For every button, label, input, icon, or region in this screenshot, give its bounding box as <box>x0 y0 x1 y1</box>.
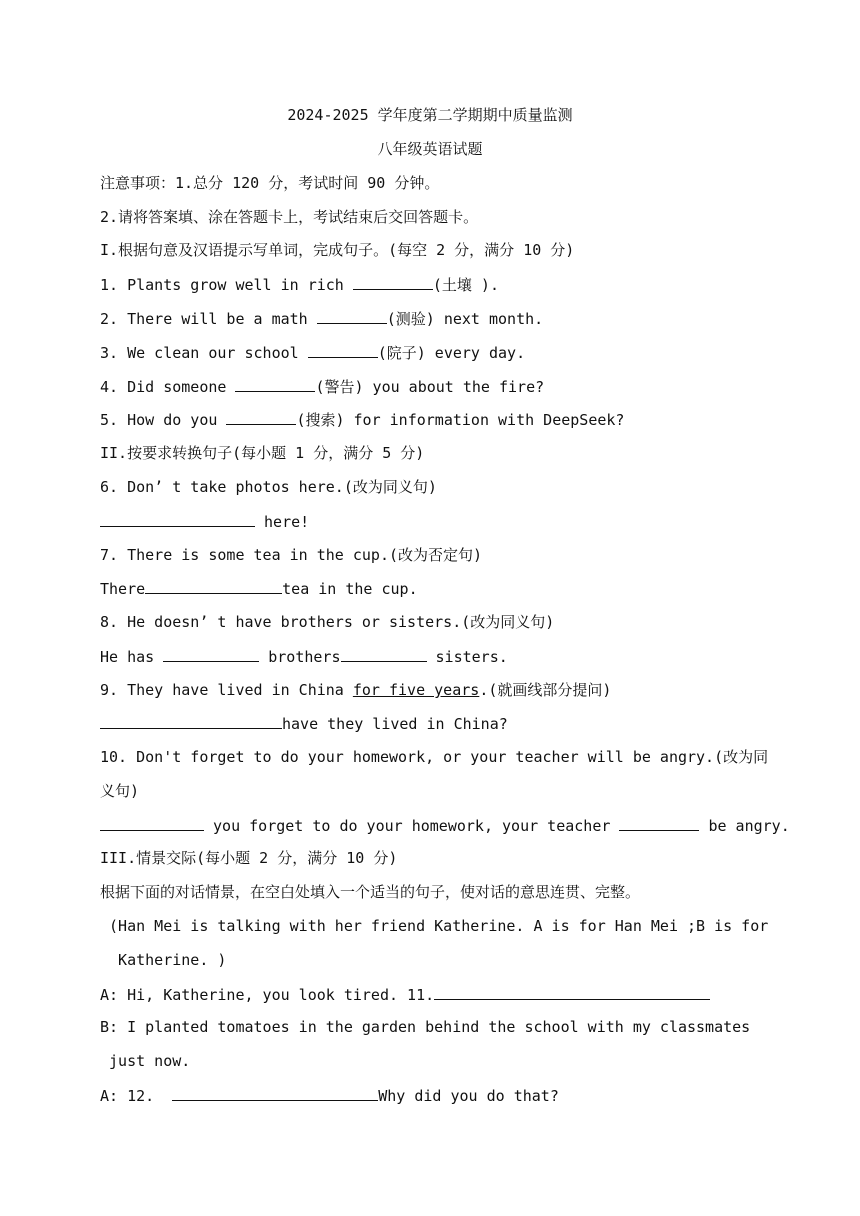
question-text: (搜索) for information with DeepSeek? <box>296 411 625 429</box>
answer-text: tea in the cup. <box>282 580 418 598</box>
answer-blank[interactable] <box>100 815 204 831</box>
dialogue-b-1: B: I planted tomatoes in the garden behind the school with my classmates <box>100 1018 751 1036</box>
question-text: 1. Plants grow well in rich <box>100 276 353 294</box>
question-6: 6. Don’ t take photos here.(改为同义句) <box>100 478 437 496</box>
dialogue-a-2 <box>100 1085 559 1107</box>
question-text: 4. Did someone <box>100 378 236 396</box>
question-text: 2. There will be a math <box>100 310 317 328</box>
dialogue-a-1 <box>100 984 710 1006</box>
dialogue-text: A: Hi, Katherine, you look tired. 11. <box>100 986 435 1004</box>
answer-line-6 <box>100 511 309 533</box>
answer-text: have they lived in China? <box>282 715 508 733</box>
question-4 <box>100 376 544 398</box>
dialogue-b-1-cont: just now. <box>100 1052 191 1070</box>
question-3 <box>100 342 525 364</box>
answer-text: here! <box>255 513 310 531</box>
answer-line-8 <box>100 646 508 668</box>
answer-blank[interactable] <box>235 376 315 392</box>
answer-blank[interactable] <box>353 274 433 290</box>
answer-text: you forget to do your homework, your teacher <box>204 817 620 835</box>
question-text: 5. How do you <box>100 411 227 429</box>
answer-blank[interactable] <box>100 511 255 527</box>
question-text: (土壤 ). <box>432 276 499 294</box>
answer-blank[interactable] <box>145 578 282 594</box>
question-text: (测验) next month. <box>386 310 544 328</box>
answer-text: brothers <box>259 648 341 666</box>
section-1-heading: I.根据句意及汉语提示写单词，完成句子。(每空 2 分，满分 10 分) <box>100 241 575 259</box>
answer-blank[interactable] <box>163 646 259 662</box>
note-1: 注意事项：1.总分 120 分，考试时间 90 分钟。 <box>100 174 440 192</box>
answer-blank[interactable] <box>619 815 699 831</box>
answer-blank[interactable] <box>434 984 710 1000</box>
answer-text: be angry. <box>699 817 790 835</box>
question-text: (警告) you about the fire? <box>315 378 545 396</box>
exam-subtitle: 八年级英语试题 <box>377 140 483 158</box>
question-10: 10. Don't forget to do your homework, or your teacher will be angry.(改为同 <box>100 748 769 766</box>
section-3-instruction: 根据下面的对话情景，在空白处填入一个适当的句子，使对话的意思连贯、完整。 <box>100 883 641 901</box>
question-text: 9. They have lived in China <box>100 681 353 699</box>
section-2-heading: II.按要求转换句子(每小题 1 分，满分 5 分) <box>100 444 425 462</box>
answer-text: sisters. <box>426 648 508 666</box>
question-text: 3. We clean our school <box>100 344 308 362</box>
exam-title: 2024-2025 学年度第二学期期中质量监测 <box>287 106 573 124</box>
answer-line-7 <box>100 578 418 600</box>
answer-blank[interactable] <box>100 713 282 729</box>
section-3-heading: III.情景交际(每小题 2 分，满分 10 分) <box>100 849 398 867</box>
dialogue-text: A: 12. <box>100 1087 173 1105</box>
question-text: .(就画线部分提问) <box>479 681 612 699</box>
question-7: 7. There is some tea in the cup.(改为否定句) <box>100 546 483 564</box>
answer-line-10 <box>100 815 790 837</box>
answer-blank[interactable] <box>308 342 378 358</box>
dialogue-context-cont: Katherine. ) <box>100 951 227 969</box>
question-2 <box>100 308 543 330</box>
question-1 <box>100 274 499 296</box>
question-8: 8. He doesn’ t have brothers or sisters.(改为同义句) <box>100 613 555 631</box>
answer-text: There <box>100 580 146 598</box>
answer-blank[interactable] <box>341 646 427 662</box>
dialogue-text: Why did you do that? <box>378 1087 559 1105</box>
question-9 <box>100 680 611 702</box>
answer-line-9 <box>100 713 508 735</box>
question-5 <box>100 409 624 431</box>
underlined-phrase: for five years <box>352 681 480 699</box>
note-2: 2.请将答案填、涂在答题卡上，考试结束后交回答题卡。 <box>100 208 479 226</box>
answer-blank[interactable] <box>317 308 387 324</box>
answer-blank[interactable] <box>172 1085 378 1101</box>
answer-text: He has <box>100 648 164 666</box>
question-text: (院子) every day. <box>377 344 526 362</box>
question-10-cont: 义句) <box>100 782 140 800</box>
dialogue-context: (Han Mei is talking with her friend Katherine. A is for Han Mei ;B is for <box>100 917 769 935</box>
answer-blank[interactable] <box>226 409 296 425</box>
